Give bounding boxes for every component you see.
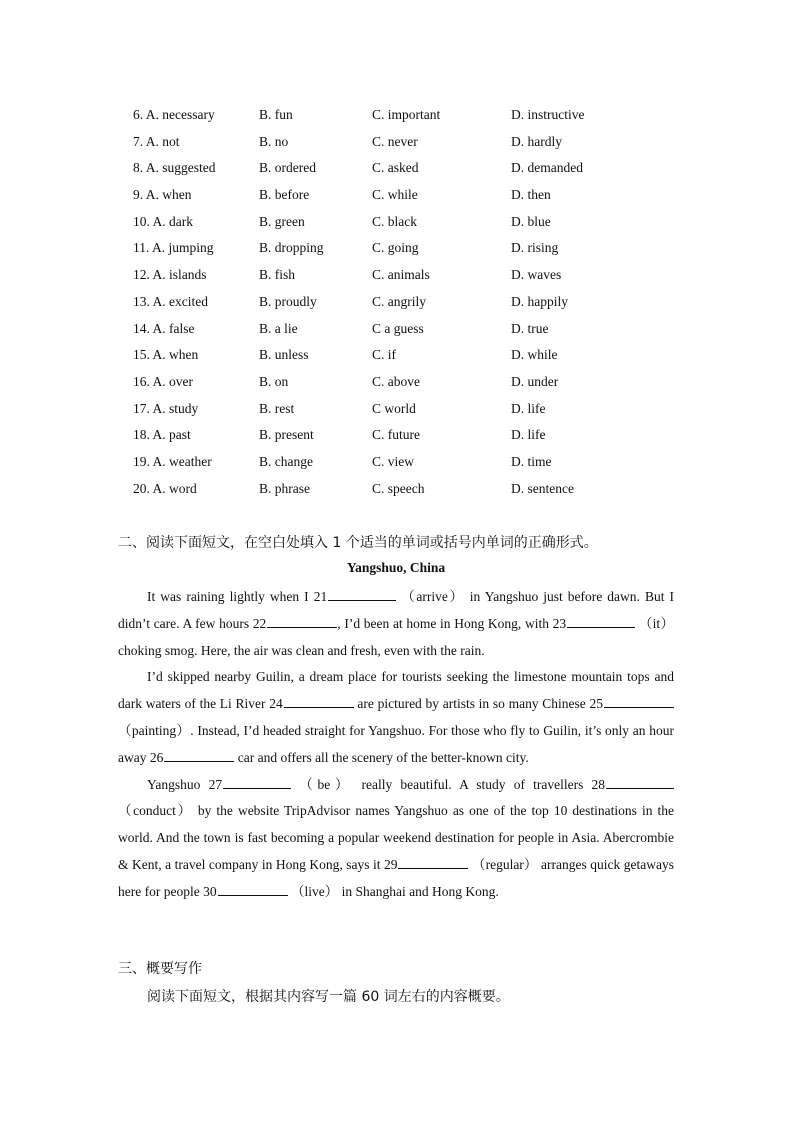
blank-number-24: 24	[269, 696, 283, 712]
option-d: D. while	[511, 347, 558, 363]
option-d: D. rising	[511, 240, 559, 256]
section-2-heading: 二、阅读下面短文，在空白处填入 1 个适当的单词或括号内单词的正确形式。	[118, 535, 598, 551]
blank-26[interactable]	[164, 747, 234, 762]
question-row	[133, 399, 693, 426]
option-b: B. dropping	[259, 240, 324, 256]
question-row	[133, 372, 693, 399]
text: are pictured by artists in so many Chinese	[353, 696, 590, 712]
text: （regular） arranges quick getaways here for people	[118, 856, 674, 899]
option-b: B. fish	[259, 267, 296, 283]
blank-number-29: 29	[383, 856, 398, 872]
text: （arrive） in Yangshuo just before dawn. But I didn’t care. A few hours	[118, 589, 674, 631]
question-row	[133, 238, 693, 265]
section-3-heading: 三、概要写作	[118, 961, 202, 977]
option-b: B. on	[259, 373, 289, 389]
option-c: C. going	[372, 240, 419, 256]
option-d: D. under	[511, 373, 559, 389]
passage-paragraph-1	[118, 584, 674, 664]
option-b: B. before	[259, 187, 310, 203]
option-a: 8. A. suggested	[133, 160, 216, 176]
option-a: 15. A. when	[133, 347, 199, 363]
option-d: D. hardly	[511, 133, 562, 149]
option-c: C. while	[372, 187, 418, 203]
option-b: B. ordered	[259, 160, 316, 176]
option-b: B. no	[259, 133, 289, 149]
option-c: C. asked	[372, 160, 419, 176]
option-d: D. time	[511, 453, 552, 469]
question-row	[133, 265, 693, 292]
option-a: 17. A. study	[133, 400, 199, 416]
option-a: 20. A. word	[133, 480, 197, 496]
question-row	[133, 452, 693, 479]
option-c: C. angrily	[372, 293, 426, 309]
option-b: B. phrase	[259, 480, 310, 496]
option-b: B. change	[259, 453, 313, 469]
text: （live） in Shanghai and Hong Kong.	[287, 883, 499, 899]
passage-title: Yangshuo, China	[346, 560, 446, 575]
text: car and offers all the scenery of the better-known city.	[234, 749, 529, 765]
text: Yangshuo	[147, 776, 209, 792]
option-a: 12. A. islands	[133, 267, 207, 283]
option-c: C. above	[372, 373, 420, 389]
question-row	[133, 345, 693, 372]
question-row	[133, 185, 693, 212]
option-c: C. view	[372, 453, 414, 469]
option-b: B. a lie	[259, 320, 298, 336]
blank-number-23: 23	[552, 615, 567, 631]
option-c: C. important	[372, 107, 441, 122]
option-d: D. then	[511, 187, 551, 203]
cloze-passage	[118, 584, 674, 906]
blank-number-25: 25	[589, 696, 603, 712]
option-a: 16. A. over	[133, 373, 193, 389]
blank-30[interactable]	[218, 881, 288, 896]
blank-21[interactable]	[328, 586, 396, 601]
text: （painting）. Instead, I’d headed straight for Yangshuo. For those who fly to Guilin, it’s only an hour away	[118, 722, 674, 765]
passage-paragraph-2	[118, 664, 674, 771]
option-b: B. fun	[259, 107, 293, 122]
option-c: C. speech	[372, 480, 425, 496]
option-c: C. if	[372, 347, 397, 363]
question-row	[133, 319, 693, 346]
section-3-instruction: 阅读下面短文，根据其内容写一篇 60 词左右的内容概要。	[147, 989, 510, 1005]
option-b: B. present	[259, 427, 314, 443]
option-a: 9. A. when	[133, 187, 192, 203]
option-d: D. waves	[511, 267, 562, 283]
option-c: C a guess	[372, 320, 424, 336]
option-d: D. life	[511, 427, 546, 443]
passage-paragraph-3	[118, 772, 674, 906]
option-b: B. rest	[259, 400, 295, 416]
blank-number-21: 21	[313, 589, 328, 604]
option-d: D. demanded	[511, 160, 583, 176]
option-a: 13. A. excited	[133, 293, 208, 309]
option-b: B. proudly	[259, 293, 317, 309]
question-row	[133, 292, 693, 319]
blank-number-30: 30	[203, 883, 217, 899]
option-d: D. life	[511, 400, 546, 416]
question-row	[133, 132, 693, 159]
text: , I’d been at home in Hong Kong, with	[337, 615, 553, 631]
option-a: 7. A. not	[133, 133, 180, 149]
option-c: C. black	[372, 213, 417, 229]
blank-25[interactable]	[604, 693, 674, 708]
blank-27[interactable]	[223, 774, 291, 789]
option-d: D. blue	[511, 213, 551, 229]
option-d: D. happily	[511, 293, 568, 309]
blank-29[interactable]	[398, 854, 468, 869]
blank-24[interactable]	[284, 693, 354, 708]
option-b: B. unless	[259, 347, 309, 363]
option-d: D. true	[511, 320, 549, 336]
option-a: 10. A. dark	[133, 213, 193, 229]
blank-number-28: 28	[591, 776, 605, 792]
blank-28[interactable]	[606, 774, 674, 789]
blank-number-27: 27	[208, 776, 223, 792]
text: （be） really beautiful. A study of travellers	[291, 776, 592, 792]
option-a: 11. A. jumping	[133, 240, 214, 256]
question-row	[133, 212, 693, 239]
option-c: C. animals	[372, 267, 430, 283]
option-a: 18. A. past	[133, 427, 191, 443]
question-row	[133, 158, 693, 185]
text: I’d skipped nearby Guilin, a dream place for tourists seeking the limestone mountain tops and dark waters of the Li River	[118, 669, 674, 712]
question-row	[133, 479, 693, 506]
option-a: 19. A. weather	[133, 453, 212, 469]
option-a: 14. A. false	[133, 320, 195, 336]
question-row	[133, 425, 693, 452]
option-b: B. green	[259, 213, 305, 229]
blank-22[interactable]	[267, 613, 337, 628]
text: （it） choking smog. Here, the air was clean and fresh, even with the rain.	[118, 615, 674, 658]
option-d: D. instructive	[511, 107, 585, 122]
option-d: D. sentence	[511, 480, 574, 496]
option-c: C. future	[372, 427, 420, 443]
option-c: C world	[372, 400, 416, 416]
blank-23[interactable]	[567, 613, 635, 628]
option-a: 6. A. necessary	[133, 107, 215, 122]
blank-number-26: 26	[149, 749, 164, 765]
question-row	[133, 105, 693, 132]
option-c: C. never	[372, 133, 418, 149]
multiple-choice-list	[133, 105, 693, 505]
blank-number-22: 22	[252, 615, 267, 631]
text: （conduct） by the website TripAdvisor names Yangshuo as one of the top 10 destinations in the world. And the town is fast becoming a popular weekend destination for people in Asia. Abercrombie & Kent, a travel company in Hong Kong, says it	[118, 803, 674, 872]
text: It was raining lightly when I	[147, 589, 314, 604]
